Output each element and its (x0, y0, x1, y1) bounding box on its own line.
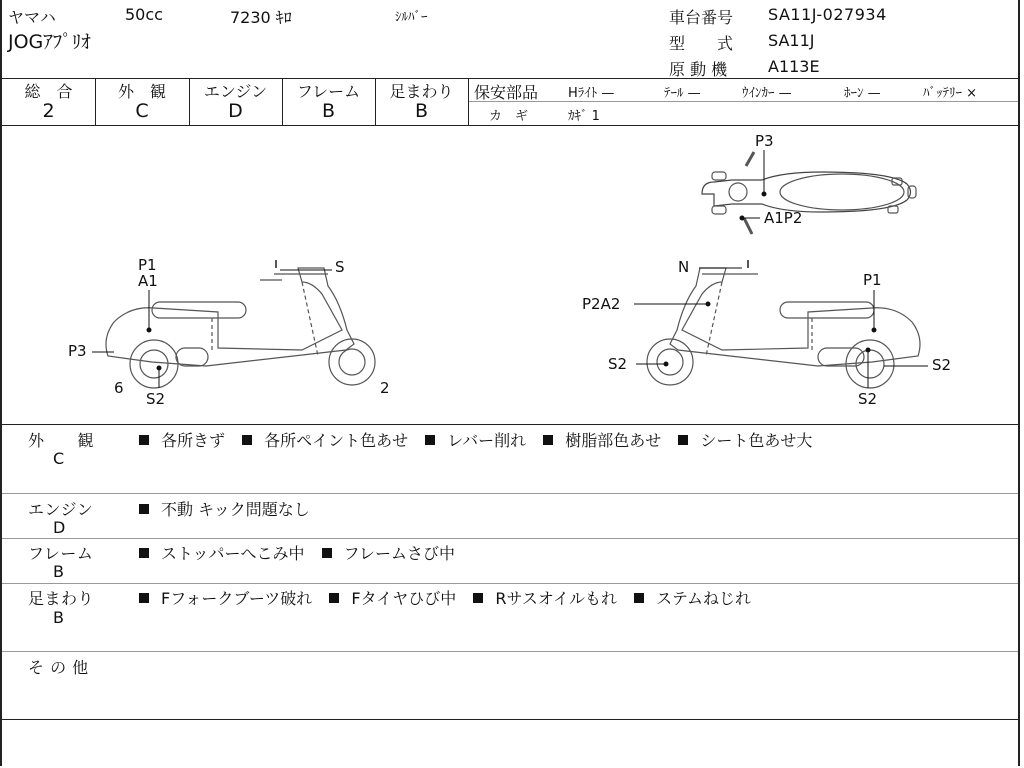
section-engine-grade: D (53, 518, 66, 537)
label-left-p1: P1 (138, 256, 157, 274)
overall-label: 総 合 (24, 82, 73, 101)
engine-grade-label: エンジン (203, 82, 268, 101)
divider (2, 719, 1018, 720)
label-top-a1p2: A1P2 (764, 209, 803, 227)
label-left-s2: S2 (146, 390, 166, 408)
section-engine-notes: 不動 キック問題なし (139, 497, 322, 520)
divider (468, 101, 1018, 102)
label-right-s2-rear: S2 (932, 356, 952, 374)
safety-parts-label: 保安部品 (474, 83, 539, 102)
label-right-n: N (678, 258, 690, 276)
label-left-2: 2 (380, 379, 390, 397)
engine-grade: D (228, 100, 243, 122)
label-right-s2-bottom: S2 (858, 390, 878, 408)
engine-label: 原 動 機 (669, 60, 728, 79)
color: ｼﾙﾊﾞｰ (395, 10, 428, 25)
horn-status: ﾎｰﾝ — (844, 86, 881, 101)
engine-model: A113E (768, 57, 820, 76)
suspension-grade: B (414, 100, 429, 122)
type-label: 型 式 (669, 34, 734, 53)
displacement: 50cc (125, 5, 163, 24)
type-value: SA11J (768, 31, 815, 50)
section-suspension-title: 足まわり (28, 589, 95, 608)
frame-no: SA11J-027934 (768, 5, 887, 24)
model-name: JOGｱﾌﾟﾘｵ (8, 31, 91, 53)
key-label: カ ギ (489, 109, 529, 124)
divider (2, 538, 1018, 539)
section-suspension-notes: Fフォークブーツ破れ Fタイヤひび中 Rサスオイルもれ ステムねじれ (139, 586, 763, 609)
frame-no-label: 車台番号 (669, 8, 734, 27)
headlight-status: Hﾗｲﾄ — (568, 86, 615, 101)
divider (2, 424, 1018, 425)
maker: ヤマハ (8, 8, 56, 27)
exterior-label: 外 観 (117, 82, 166, 101)
label-top-p3: P3 (755, 132, 774, 150)
label-left-6: 6 (114, 379, 124, 397)
section-engine-title: エンジン (28, 500, 94, 519)
mileage: 7230 ｷﾛ (230, 8, 292, 27)
section-frame-grade: B (53, 562, 64, 581)
label-right-p2a2: P2A2 (582, 295, 621, 313)
label-left-a1: A1 (138, 272, 158, 290)
section-exterior-title: 外 観 (28, 431, 95, 450)
section-exterior-notes: 各所きず 各所ペイント色あせ レバー削れ 樹脂部色あせ シート色あせ大 (139, 428, 824, 451)
divider (2, 493, 1018, 494)
frame-grade: B (321, 100, 336, 122)
divider (468, 78, 469, 125)
scooter-top-view (702, 152, 916, 234)
damage-diagram (2, 126, 1022, 424)
tail-status: ﾃｰﾙ — (664, 86, 701, 101)
winker-status: ｳｲﾝｶｰ — (742, 86, 792, 101)
section-exterior-grade: C (53, 449, 65, 468)
divider (2, 583, 1018, 584)
key-value: ｶｷﾞ 1 (568, 109, 600, 124)
divider (2, 651, 1018, 652)
overall-grade: 2 (42, 100, 55, 122)
section-suspension-grade: B (53, 608, 64, 627)
frame-grade-label: フレーム (296, 82, 361, 101)
label-left-p3: P3 (68, 342, 87, 360)
suspension-grade-label: 足まわり (389, 82, 454, 101)
section-frame-title: フレーム (28, 544, 94, 563)
battery-status: ﾊﾞｯﾃﾘｰ × (923, 86, 978, 101)
exterior-grade: C (135, 100, 149, 122)
label-right-s2-front: S2 (608, 355, 628, 373)
section-other-title: そ の 他 (28, 658, 89, 677)
section-frame-notes: ストッパーへこみ中 フレームさび中 (139, 541, 467, 564)
label-left-s: S (335, 258, 345, 276)
label-right-p1: P1 (863, 271, 882, 289)
